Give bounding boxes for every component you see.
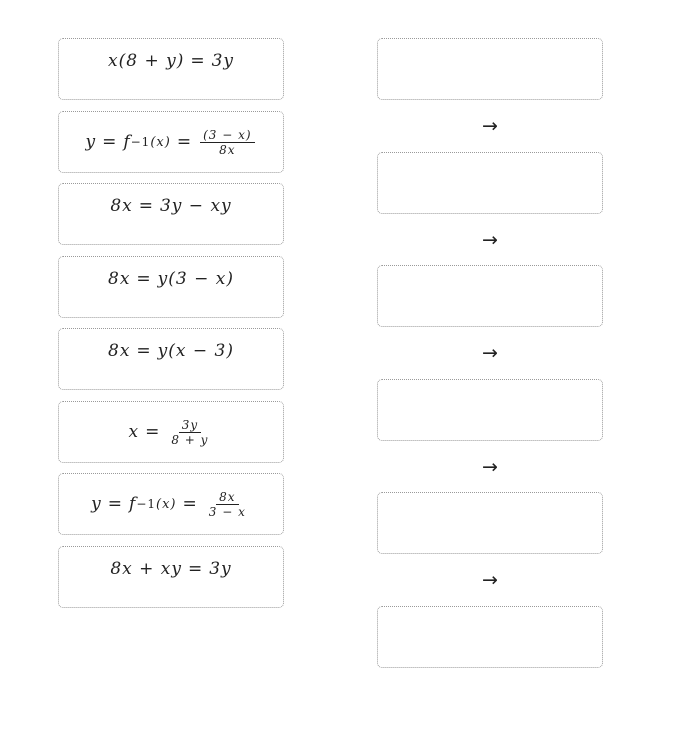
arrow-right-icon: →: [482, 229, 498, 251]
drop-slot-4[interactable]: [377, 379, 603, 441]
tile-1-lhs: x(8 + y): [108, 51, 185, 71]
tile-2-fraction: [200, 128, 254, 157]
tile-6-denominator: 8 + y: [171, 432, 209, 447]
drop-slot-1[interactable]: [377, 38, 603, 100]
drop-slot-6[interactable]: [377, 606, 603, 668]
tile-2-equals-1: =: [102, 132, 118, 152]
answer-tile-2[interactable]: [58, 111, 284, 173]
answer-tile-5[interactable]: [58, 328, 284, 390]
tile-3-equals: =: [138, 196, 154, 216]
tile-2-superscript: −1: [130, 135, 151, 149]
tile-7-denominator: 3 − x: [208, 504, 246, 519]
tile-8-lhs: 8x + xy: [110, 559, 182, 579]
tile-3-rhs: 3y − xy: [159, 196, 232, 216]
tile-2-equals-2: =: [176, 132, 193, 152]
tile-6-numerator: 3y: [179, 418, 201, 433]
drop-slot-3[interactable]: [377, 265, 603, 327]
answer-tile-1[interactable]: [58, 38, 284, 100]
tile-7-superscript: −1: [136, 497, 157, 511]
tile-1-equals: =: [190, 51, 206, 71]
arrow-right-icon: →: [482, 569, 498, 591]
tile-8-rhs: 3y: [209, 559, 232, 579]
answer-tile-7[interactable]: [58, 473, 284, 535]
tile-5-lhs: 8x: [108, 341, 131, 361]
tile-2-f: f: [123, 132, 131, 152]
tile-2-arg: (x): [150, 134, 171, 150]
tile-2-lhs: y: [85, 132, 97, 152]
answer-tile-4[interactable]: [58, 256, 284, 318]
tile-5-rhs: y(x − 3): [157, 341, 234, 361]
arrow-right-icon: →: [482, 115, 498, 137]
arrow-right-icon: →: [482, 456, 498, 478]
tile-7-f: f: [129, 494, 137, 514]
tile-4-equals: =: [136, 269, 152, 289]
tile-6-lhs: x: [128, 422, 140, 442]
drop-slot-2[interactable]: [377, 152, 603, 214]
tile-7-arg: (x): [156, 496, 177, 512]
tile-1-rhs: 3y: [211, 51, 234, 71]
tile-4-rhs: y(3 − x): [157, 269, 234, 289]
answer-tile-6[interactable]: [58, 401, 284, 463]
tile-8-equals: =: [187, 559, 204, 579]
answer-tile-8[interactable]: [58, 546, 284, 608]
arrow-right-icon: →: [482, 342, 498, 364]
tile-2-denominator: 8x: [219, 142, 236, 157]
tile-7-equals-2: =: [182, 494, 198, 514]
tile-5-equals: =: [136, 341, 152, 361]
answer-tile-3[interactable]: [58, 183, 284, 245]
tile-6-fraction: [168, 418, 211, 447]
tile-7-fraction: [206, 490, 249, 519]
tile-4-lhs: 8x: [108, 269, 131, 289]
tile-6-equals: =: [145, 422, 161, 442]
tile-7-lhs: y: [91, 494, 102, 514]
drop-slot-5[interactable]: [377, 492, 603, 554]
tile-7-numerator: 8x: [216, 490, 238, 505]
tile-3-lhs: 8x: [110, 196, 133, 216]
tile-7-equals-1: =: [107, 494, 124, 514]
tile-2-numerator: (3 − x): [200, 128, 254, 143]
